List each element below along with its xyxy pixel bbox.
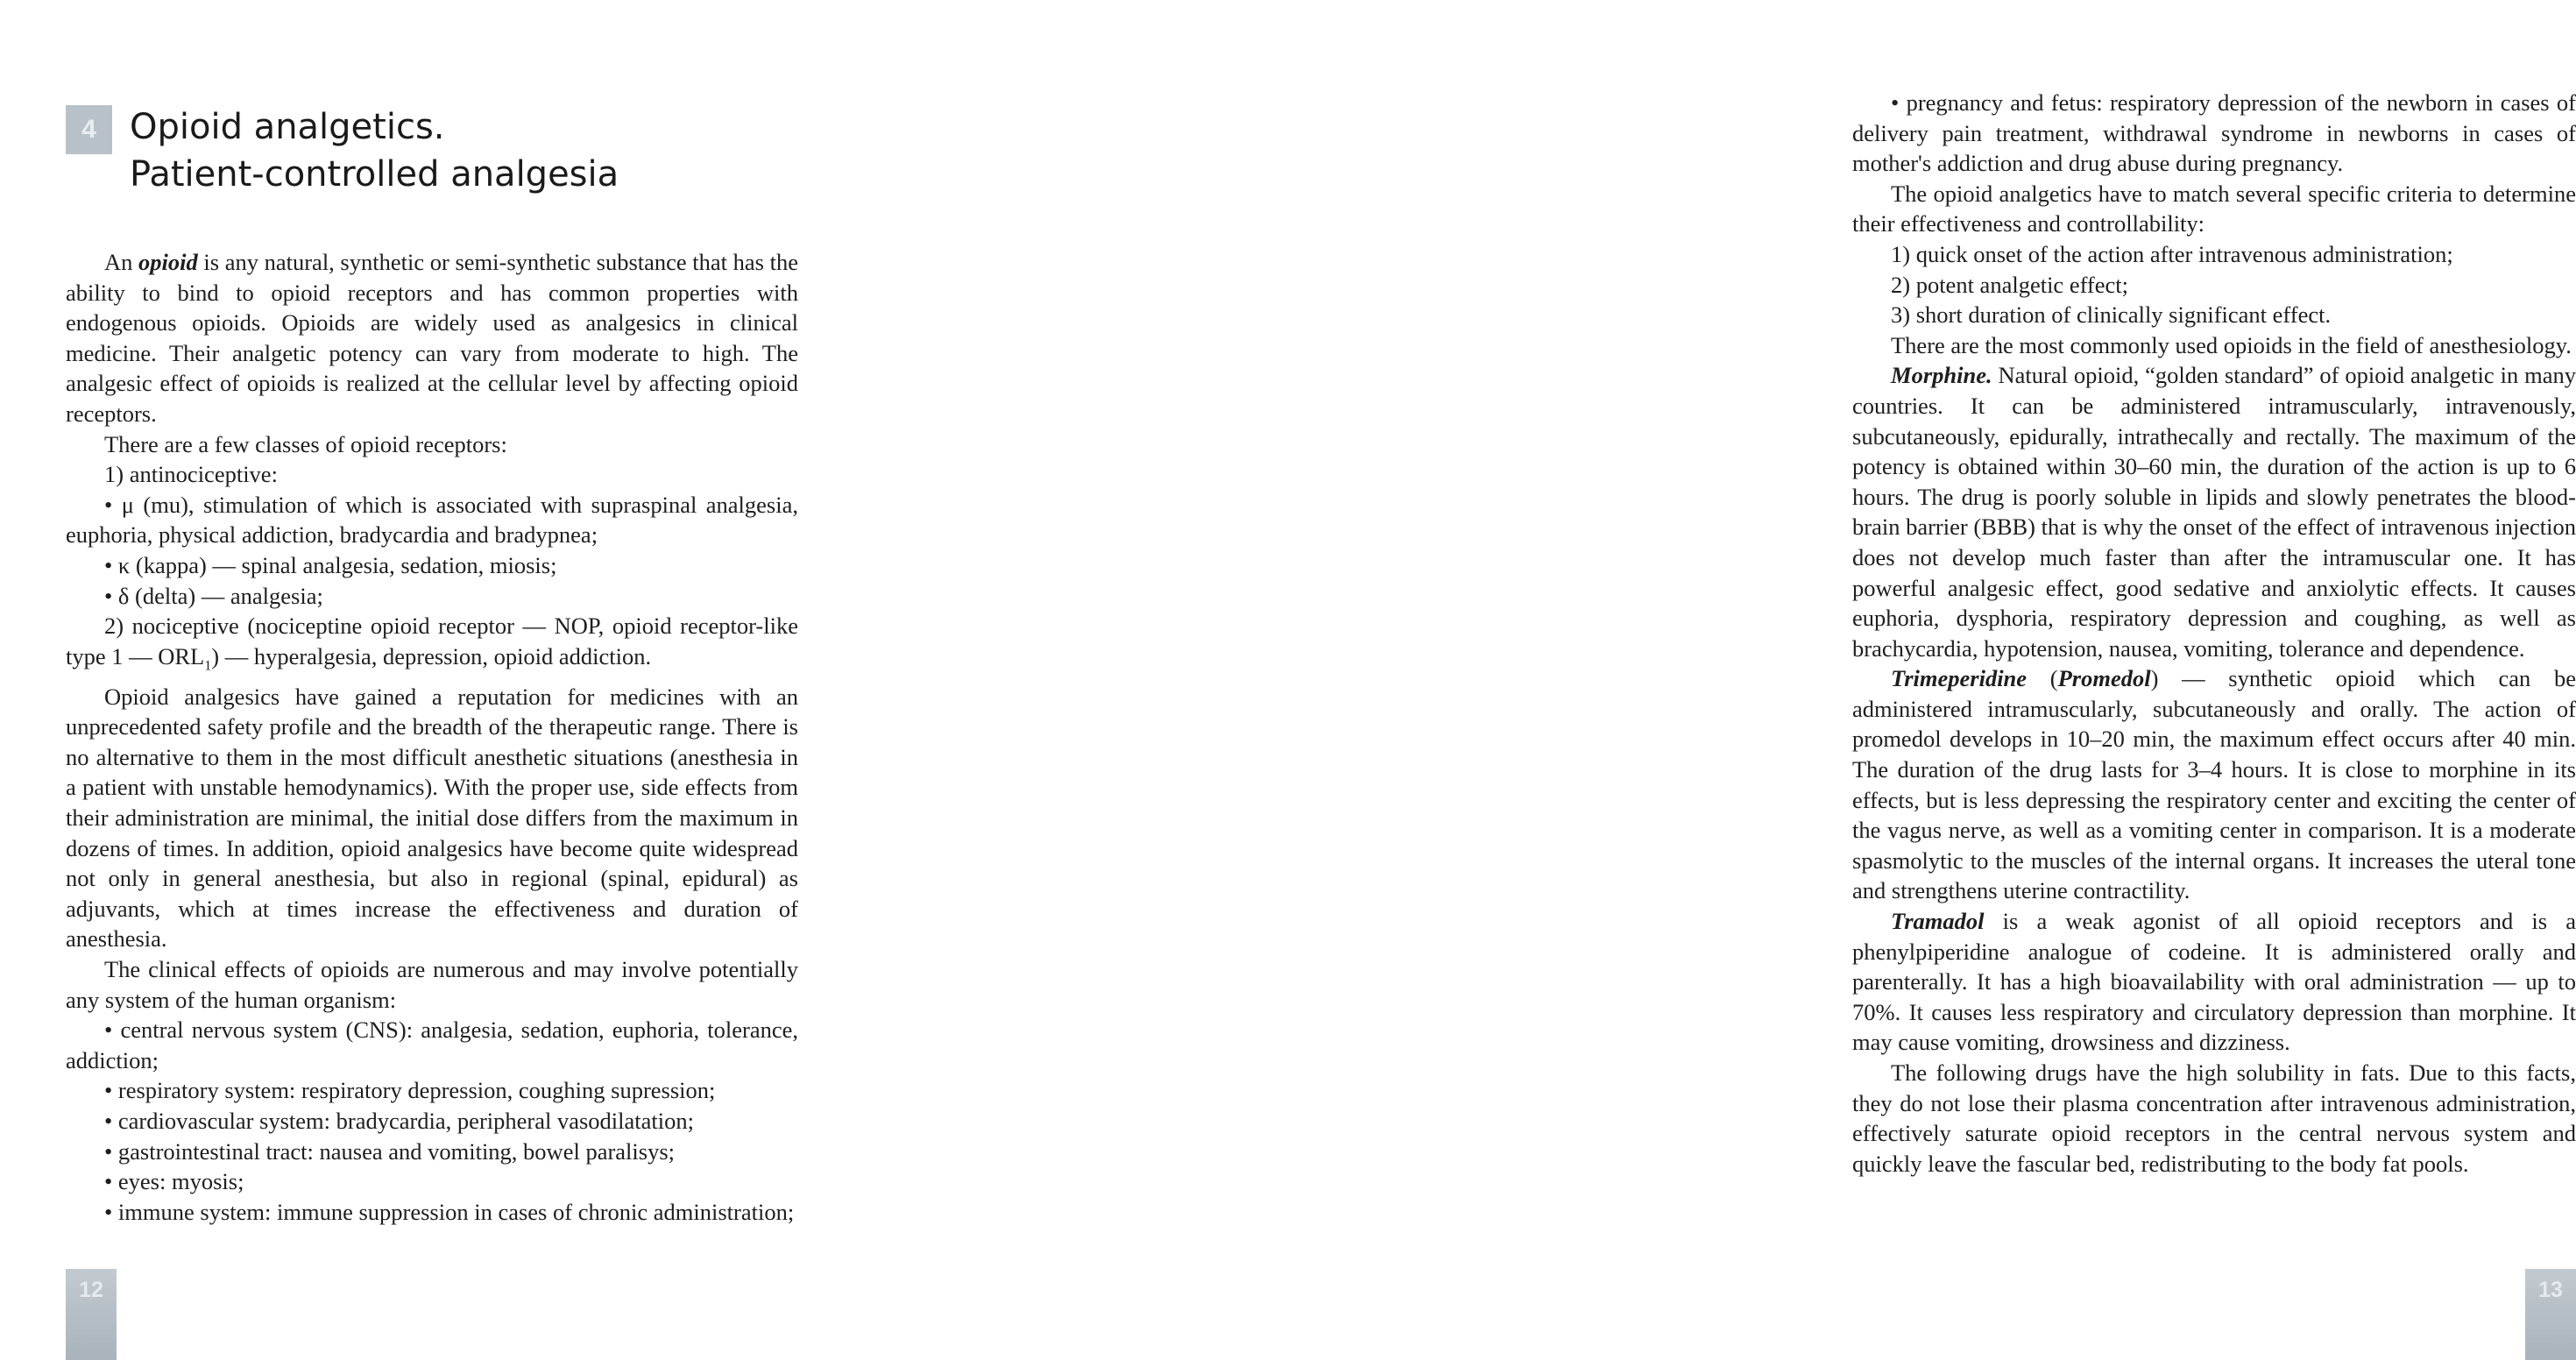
list-item-antinociceptive: 1) antinociceptive: <box>104 461 278 488</box>
criteria-item-3: 3) short duration of clinically significant effect. <box>1891 301 2332 329</box>
chapter-title-line-1: Opioid analgetics. <box>130 107 445 147</box>
criteria-item-1: 1) quick onset of the action after intravenous administration; <box>1891 240 2453 267</box>
bullet-cns: • central nervous system (CNS): analgesia, sedation, euphoria, tolerance, addiction; <box>66 1016 798 1073</box>
paragraph-common-opioids: There are the most commonly used opioids in the field of anesthesiology. <box>1891 331 2572 358</box>
left-body-text <box>66 247 798 1227</box>
paragraph-trimeperidine: Trimeperidine (Promedol) — synthetic opioid which can be administered intramuscularly, subcutaneously and orally. The action of promedol develops in 10–20 min, the maximum effect occurs after 40 min. The duration of the drug lasts for 3–4 hours. It is close to morphine in its effects, but is less depressing the respiratory center and exciting the center of the vagus nerve, as well as a vomiting center in comparison. It is a moderate spasmolytic to the muscles of the internal organs. It increases the uteral tone and strengthens uterine contractility. <box>1852 665 2576 904</box>
bullet-immune: • immune system: immune suppression in cases of chronic administration; <box>104 1198 795 1225</box>
paragraph-receptor-classes: There are a few classes of opioid receptors: <box>104 430 507 457</box>
bullet-respiratory: • respiratory system: respiratory depression, coughing supression; <box>104 1077 716 1104</box>
term-opioid: opioid <box>138 249 198 275</box>
chapter-title <box>130 103 831 198</box>
bullet-cardiovascular: • cardiovascular system: bradycardia, peripheral vasodilatation; <box>104 1107 694 1134</box>
term-promedol: Promedol <box>2057 665 2151 692</box>
left-page <box>0 0 876 1360</box>
bullet-gastrointestinal: • gastrointestinal tract: nausea and vomiting, bowel paralisys; <box>104 1137 676 1165</box>
right-page <box>876 0 2576 1360</box>
term-trimeperidine: Trimeperidine <box>1891 665 2028 692</box>
list-item-nociceptive: 2) nociceptive (nociceptine opioid receptor — NOP, opioid receptor-like type 1 — $ORL_1$) — hyperalgesia, depression, opioid addiction. <box>66 613 798 674</box>
chapter-title-line-2: Patient-controlled analgesia <box>130 154 619 195</box>
page-number-left: 12 <box>66 1269 117 1360</box>
paragraph-opioid-definition: An opioid is any natural, synthetic or semi-synthetic substance that has the ability to bind to opioid receptors and has common properties with endogenous opioids. Opioids are widely used as analgesics in clinical medicine. Their analgetic potency can vary from moderate to high. The analgesic effect of opioids is realized at the cellular level by affecting opioid receptors. <box>66 249 798 427</box>
paragraph-safety-profile: Opioid analgesics have gained a reputation for medicines with an unprecedented safety profile and the breadth of the therapeutic range. There is no alternative to them in the most difficult anesthetic situations (anesthesia in a patient with unstable hemodynamics). With the proper use, side effects from their administration are minimal, the initial dose differs from the maximum in dozens of times. In addition, opioid analgesics have become quite widespread not only in general anesthesia, but also in regional (spinal, epidural) as adjuvants, which at times increase the effectiveness and duration of anesthesia. <box>66 683 798 953</box>
criteria-item-2: 2) potent analgetic effect; <box>1891 271 2129 298</box>
chapter-number-badge: 4 <box>66 105 112 154</box>
right-body-text <box>1852 88 2576 1179</box>
bullet-pregnancy: • pregnancy and fetus: respiratory depression of the newborn in cases of delivery pain treatment, withdrawal syndrome in newborns in cases of mother's addiction and drug abuse during pregnancy. <box>1852 89 2576 177</box>
paragraph-clinical-effects: The clinical effects of opioids are numerous and may involve potentially any system of the human organism: <box>66 955 798 1013</box>
paragraph-criteria: The opioid analgetics have to match several specific criteria to determine their effectiveness and controllability: <box>1852 180 2576 237</box>
term-morphine: Morphine. <box>1891 362 1992 389</box>
bullet-mu: • μ (mu), stimulation of which is associated with supraspinal analgesia, euphoria, physical addiction, bradycardia and bradypnea; <box>66 491 798 549</box>
bullet-kappa: • κ (kappa) — spinal analgesia, sedation, miosis; <box>104 551 557 578</box>
bullet-eyes: • eyes: myosis; <box>104 1168 244 1195</box>
bullet-delta: • δ (delta) — analgesia; <box>104 582 323 609</box>
paragraph-tramadol: Tramadol is a weak agonist of all opioid receptors and is a phenylpiperidine analogue of codeine. It is administered orally and parenterally. It has a high bioavailability with oral administration — up to 70%. It causes less respiratory and circulatory depression than morphine. It may cause vomiting, drowsiness and dizziness. <box>1852 908 2576 1056</box>
paragraph-morphine: Morphine. Natural opioid, “golden standard” of opioid analgetic in many countries. It can be administered intramuscularly, intravenously, subcutaneously, epidurally, intrathecally and rectally. The maximum of the potency is obtained within 30–60 min, the duration of the action is up to 6 hours. The drug is poorly soluble in lipids and slowly penetrates the blood-brain barrier (BBB) that is why the onset of the effect of intravenous injection does not develop much faster than after the intramuscular one. It has powerful analgesic effect, good sedative and anxiolytic effects. It causes euphoria, dysphoria, respiratory depression and coughing, as well as brachycardia, hypotension, nausea, vomiting, tolerance and dependence. <box>1852 362 2576 662</box>
page-number-right: 13 <box>2525 1269 2576 1360</box>
term-tramadol: Tramadol <box>1891 908 1985 935</box>
paragraph-lipid-solubility: The following drugs have the high solubility in fats. Due to this facts, they do not lose their plasma concentration after intravenous administration, effectively saturate opioid receptors in the central nervous system and quickly leave the fascular bed, redistributing to the body fat pools. <box>1852 1059 2576 1177</box>
